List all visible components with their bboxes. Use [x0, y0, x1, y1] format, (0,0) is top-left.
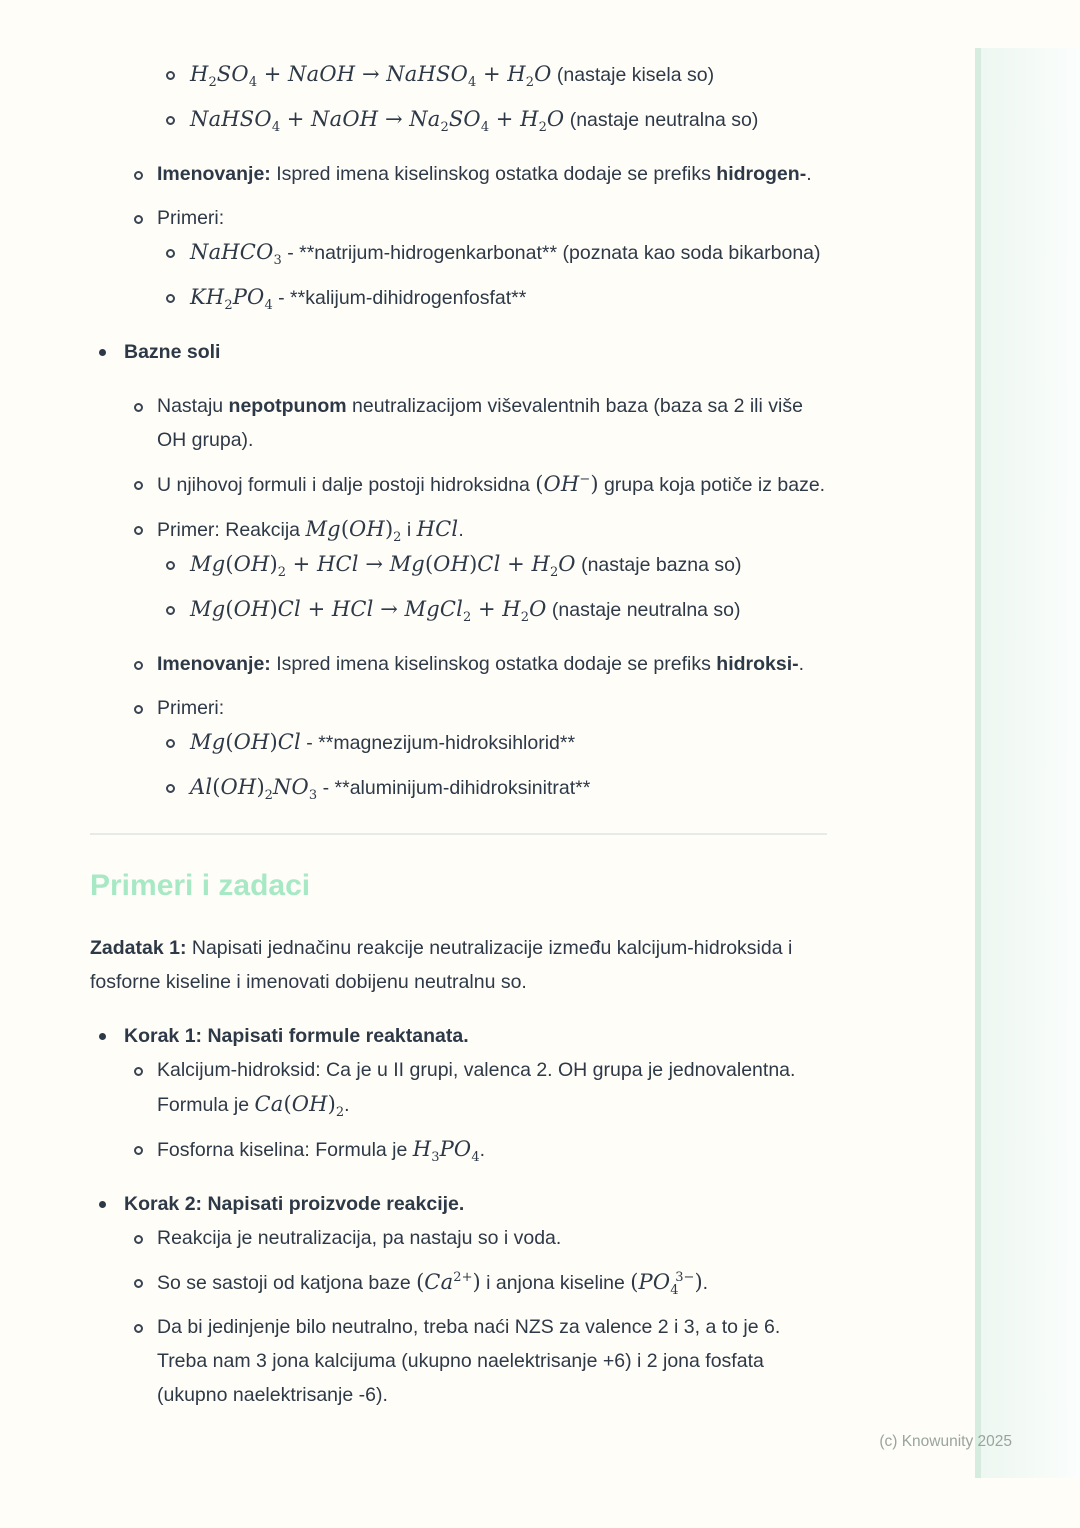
text-run: Nastaju [157, 395, 229, 417]
list-item [90, 1310, 827, 1412]
subscript: 4 [480, 120, 490, 136]
text-run: (nastaje bazna so) [575, 554, 742, 576]
formula: NaHSO$_4$ + NaOH → $Na_2SO_4 + H_2O$ [190, 107, 565, 136]
paragraph [90, 931, 827, 999]
formula: $H_2SO_4$ + NaOH → NaHSO$_4$ + $H_2O$ [190, 62, 552, 91]
rich-text [157, 1059, 796, 1121]
text-run: Primeri: [157, 207, 225, 229]
circle-bullet-icon [134, 1324, 143, 1333]
text-run: Napisati jednačinu reakcije neutralizacije između kalcijum-hidroksida i fosforne kiseline i imenovati dobijenu neutralnu so. [90, 937, 793, 993]
text-run: Primer: Reakcija [157, 519, 306, 541]
list-item [90, 770, 827, 805]
list-item [90, 57, 827, 92]
text-run: . [798, 653, 805, 675]
text-run: Da bi jedinjenje bilo neutralno, treba naći NZS za valence 2 i 3, a to je 6. Treba nam 3 jona kalcijuma (ukupno naelektrisanje +6) i 2 jona fosfata (ukupno naelektrisanje -6). [157, 1316, 781, 1406]
text-run: U njihovoj formuli i dalje postoji hidroksidna [157, 474, 536, 496]
rich-text [124, 1025, 469, 1047]
bullet-icon [99, 1201, 106, 1208]
list-item [90, 1187, 827, 1221]
bold-run: hidrogen- [716, 163, 807, 185]
formula: $Al(OH)_2NO_3$ [190, 775, 318, 804]
circle-bullet-icon [166, 116, 175, 125]
text-run: Reakcija je neutralizacija, pa nastaju so i voda. [157, 1227, 562, 1249]
list-item [90, 235, 827, 270]
rich-text [190, 240, 821, 269]
bold-run: Korak 1: Napisati formule reaktanata. [124, 1025, 469, 1047]
subscript: 2 [525, 75, 535, 91]
list-item [90, 691, 827, 725]
circle-bullet-icon [166, 784, 175, 793]
text-run: . [702, 1272, 709, 1294]
circle-bullet-icon [134, 1279, 143, 1288]
list-item [90, 280, 827, 315]
text-run: Kalcijum-hidroksid: Ca je u II grupi, valenca 2. OH grupa je jednovalentna. Formula je [157, 1059, 796, 1116]
rich-text [157, 1137, 486, 1166]
circle-bullet-icon [166, 561, 175, 570]
text-run: . [806, 163, 812, 185]
rich-text [157, 395, 803, 451]
subscript: 2 [463, 610, 472, 626]
list-item [90, 102, 827, 137]
rich-text [190, 285, 527, 314]
formula: $Mg(OH)_2$ + HCl → $Mg(OH)Cl + H_2O$ [190, 552, 576, 581]
circle-bullet-icon [134, 1146, 143, 1155]
formula: Mg(OH)Cl [190, 730, 301, 754]
list-item [90, 1265, 827, 1300]
rich-text [157, 207, 224, 229]
formula: $(Ca^{2+})$ [416, 1270, 481, 1294]
formula: NaHCO$_3$ [190, 240, 282, 269]
divider [90, 833, 827, 835]
rich-text [157, 474, 825, 496]
list-item [90, 512, 827, 547]
rich-text [157, 653, 804, 675]
text-run: i [401, 519, 417, 541]
rich-text [124, 1193, 464, 1215]
circle-bullet-icon [134, 705, 143, 714]
rich-text [190, 597, 741, 626]
rich-text [190, 107, 759, 136]
list-item [90, 647, 827, 681]
list-item [90, 1053, 827, 1122]
subscript: 3 [431, 1150, 440, 1166]
bold-run: Zadatak 1: [90, 937, 187, 959]
formula: $(PO_4^{3-})$ [630, 1270, 703, 1299]
circle-bullet-icon [166, 71, 175, 80]
bullet-icon [99, 349, 106, 356]
circle-bullet-icon [166, 606, 175, 615]
text-run: i anjona kiseline [480, 1272, 631, 1294]
subscript: 2 [277, 565, 286, 581]
list-item [90, 547, 827, 582]
bold-run: nepotpunom [228, 395, 347, 417]
formula: $H_3PO_4$ [412, 1137, 480, 1166]
rich-text [157, 1227, 561, 1249]
text-run: grupa koja potiče iz baze. [598, 474, 826, 496]
text-run: . [479, 1139, 486, 1161]
subscript: 2 [549, 565, 559, 581]
bold-run: Imenovanje: [157, 653, 271, 675]
subscript: 4 [468, 75, 477, 91]
bold-run: Bazne soli [124, 341, 221, 363]
text-run: . [458, 519, 464, 541]
subscript: 2 [208, 75, 217, 91]
circle-bullet-icon [134, 1235, 143, 1244]
text-run: . [344, 1094, 350, 1116]
formula: HCl [416, 517, 459, 541]
text-run: Primeri: [157, 697, 225, 719]
circle-bullet-icon [134, 403, 143, 412]
bold-run: Korak 2: Napisati proizvode reakcije. [124, 1193, 465, 1215]
list-item [90, 592, 827, 627]
text-run: - **natrijum-hidrogenkarbonat** (poznata kao soda bikarbona) [281, 242, 821, 264]
circle-bullet-icon [166, 294, 175, 303]
subscript: 2 [264, 788, 273, 804]
superscript: 3− [675, 1270, 695, 1285]
watermark: (c) Knowunity 2025 [879, 1433, 1012, 1450]
bold-run: hidroksi- [716, 653, 799, 675]
subscript: 2 [224, 298, 233, 314]
text-run: (nastaje kisela so) [551, 64, 715, 86]
text-run: So se sastoji od katjona baze [157, 1272, 417, 1294]
list-item [90, 157, 827, 191]
page-edge-strip [975, 48, 1080, 1478]
circle-bullet-icon [134, 661, 143, 670]
circle-bullet-icon [134, 481, 143, 490]
list-item [90, 1019, 827, 1053]
subscript: 4 [670, 1283, 679, 1299]
subscript: 4 [264, 298, 273, 314]
text-run: - **aluminijum-dihidroksinitrat** [317, 777, 591, 799]
section-heading: Primeri i zadaci [90, 869, 311, 902]
list-item [90, 201, 827, 235]
text-run: neutralizacijom viševalentnih baza (baza sa 2 ili više OH grupa). [157, 395, 803, 451]
circle-bullet-icon [134, 215, 143, 224]
subscript: 2 [393, 530, 402, 546]
subscript: 2 [538, 120, 547, 136]
circle-bullet-icon [134, 526, 143, 535]
text-run: Fosforna kiselina: Formula je [157, 1139, 413, 1161]
list-item [90, 335, 827, 369]
formula: (OH−) [535, 472, 599, 496]
subscript: 3 [273, 253, 282, 269]
subscript: 4 [271, 120, 281, 136]
circle-bullet-icon [134, 171, 143, 180]
bold-run: Imenovanje: [157, 163, 271, 185]
circle-bullet-icon [134, 1067, 143, 1076]
rich-text [190, 62, 715, 91]
subscript: 2 [520, 610, 530, 626]
list-item [90, 467, 827, 502]
formula: $Mg(OH)_2$ [305, 517, 402, 546]
rich-text [90, 937, 792, 993]
rich-text [157, 163, 812, 185]
list-item [90, 725, 827, 760]
rich-text [190, 552, 742, 581]
subscript: 2 [440, 120, 449, 136]
text-run: Ispred imena kiselinskog ostatka dodaje se prefiks [270, 163, 717, 185]
rich-text [157, 697, 224, 719]
rich-text [190, 775, 591, 804]
subscript: 2 [335, 1105, 345, 1121]
list-item [90, 389, 827, 457]
formula: $Ca(OH)_2$ [254, 1092, 345, 1121]
rich-text [190, 732, 575, 754]
subscript: 4 [248, 75, 258, 91]
formula: $KH_2PO_4$ [190, 285, 273, 314]
text-run: Ispred imena kiselinskog ostatka dodaje se prefiks [270, 653, 717, 675]
rich-text [124, 341, 220, 363]
text-run: - **magnezijum-hidroksihlorid** [300, 732, 576, 754]
rich-text [157, 517, 464, 546]
formula: Mg(OH)Cl + HCl → MgCl$_2$ + $H_2O$ [190, 597, 547, 626]
document-content [90, 57, 827, 1412]
rich-text [157, 1316, 780, 1406]
superscript: 2+ [453, 1270, 473, 1285]
bullet-icon [99, 1033, 106, 1040]
text-run: (nastaje neutralna so) [564, 109, 759, 131]
text-run: - **kalijum-dihidrogenfosfat** [272, 287, 527, 309]
subscript: 4 [471, 1150, 480, 1166]
superscript: − [579, 472, 591, 487]
list-item [90, 1132, 827, 1167]
circle-bullet-icon [166, 249, 175, 258]
circle-bullet-icon [166, 739, 175, 748]
subscript: 3 [308, 788, 318, 804]
list-item [90, 1221, 827, 1255]
rich-text [157, 1270, 709, 1299]
text-run: (nastaje neutralna so) [546, 599, 741, 621]
